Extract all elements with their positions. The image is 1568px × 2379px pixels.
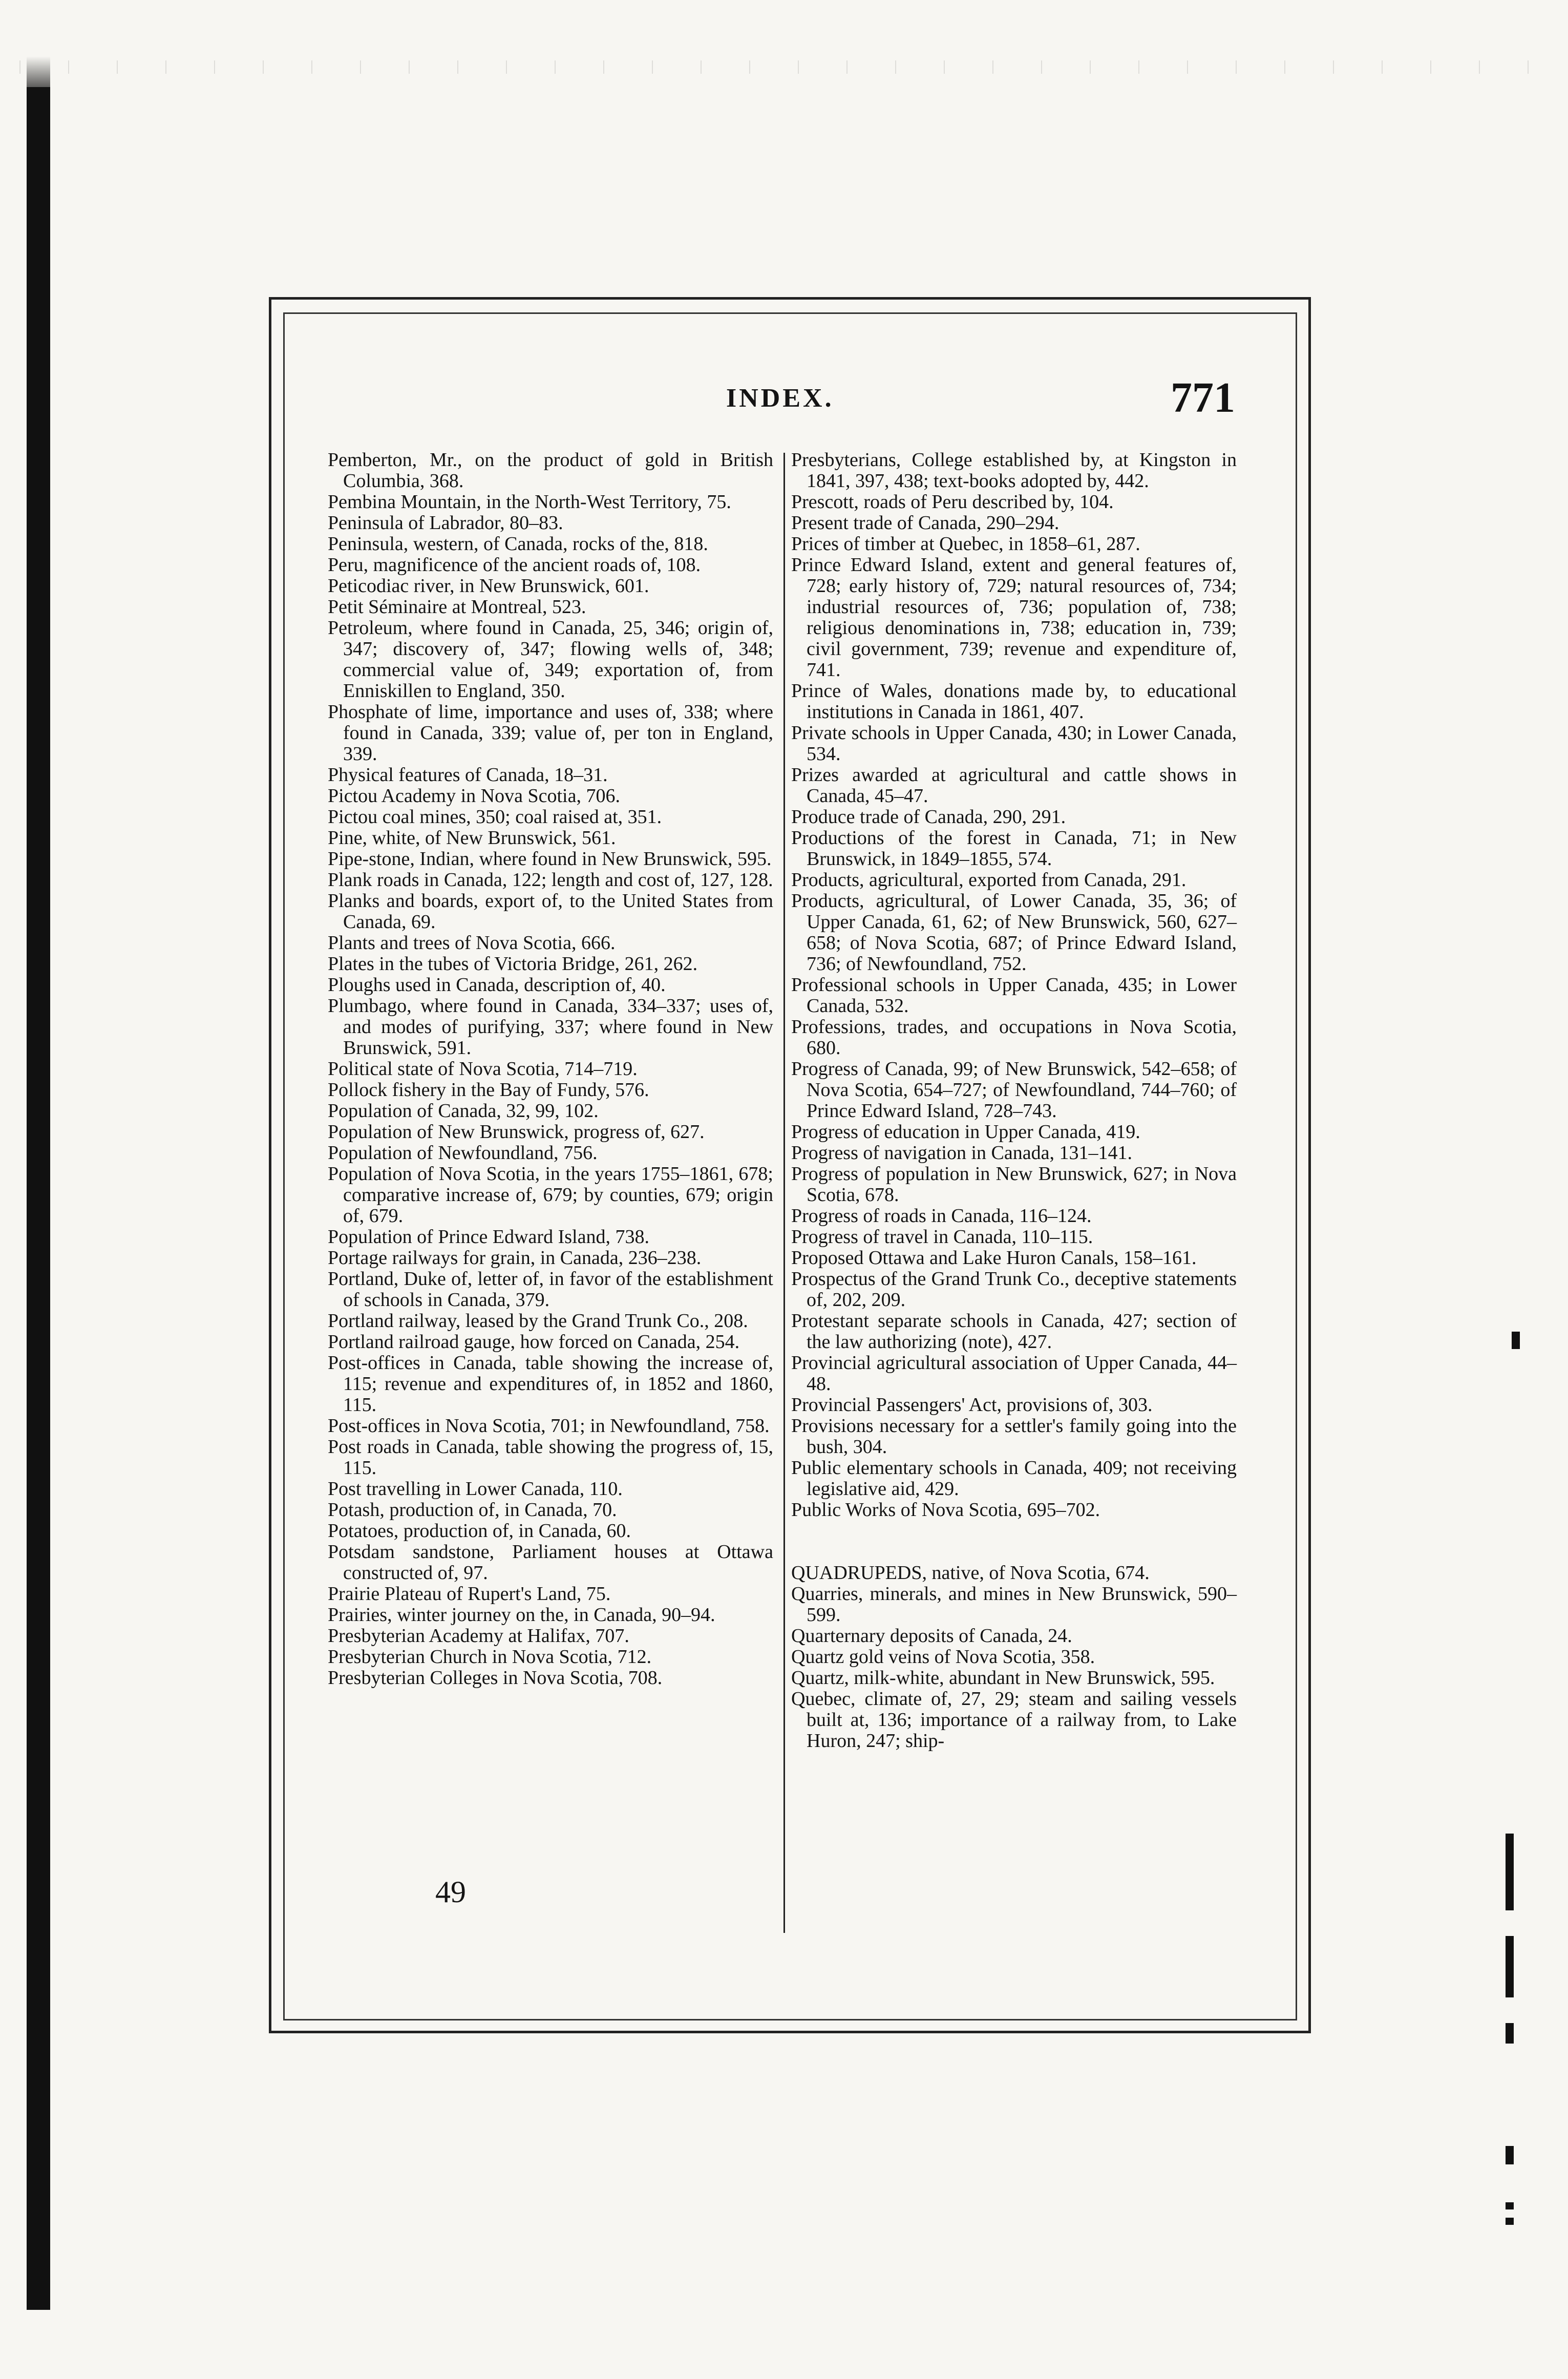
- signature-mark: 49: [435, 1875, 466, 1909]
- index-entry: Pictou Academy in Nova Scotia, 706.: [328, 785, 620, 807]
- index-entry: Political state of Nova Scotia, 714–719.: [328, 1058, 638, 1080]
- index-entry: Quartz, milk-white, abundant in New Brunswick, 595.: [791, 1667, 1215, 1689]
- index-entry: Prices of timber at Quebec, in 1858–61, 287.: [791, 533, 1140, 555]
- index-entry: Portland railroad gauge, how forced on Canada, 254.: [328, 1331, 740, 1353]
- index-entry: Presbyterian Church in Nova Scotia, 712.: [328, 1646, 652, 1668]
- index-entry: Quarternary deposits of Canada, 24.: [791, 1625, 1072, 1647]
- margin-mark: [1506, 2218, 1514, 2225]
- index-entry: Presbyterian Colleges in Nova Scotia, 708.: [328, 1667, 663, 1689]
- index-entry: Peticodiac river, in New Brunswick, 601.: [328, 575, 649, 597]
- index-entry: Prospectus of the Grand Trunk Co., deceptive statements of, 202, 209.: [791, 1268, 1237, 1311]
- index-column-right: [791, 450, 1237, 1752]
- index-entry: Post-offices in Nova Scotia, 701; in Newfoundland, 758.: [328, 1415, 770, 1437]
- index-entry: Pine, white, of New Brunswick, 561.: [328, 827, 616, 849]
- index-entry: Petit Séminaire at Montreal, 523.: [328, 596, 586, 618]
- index-entry: Population of Canada, 32, 99, 102.: [328, 1100, 599, 1122]
- index-entry: Public Works of Nova Scotia, 695–702.: [791, 1499, 1100, 1521]
- index-entry: Provincial Passengers' Act, provisions of, 303.: [791, 1394, 1153, 1416]
- index-entry: Peninsula, western, of Canada, rocks of the, 818.: [328, 533, 708, 555]
- index-entry: Population of Prince Edward Island, 738.: [328, 1226, 649, 1248]
- index-entry: Prizes awarded at agricultural and cattle shows in Canada, 45–47.: [791, 764, 1237, 807]
- index-entry: Quarries, minerals, and mines in New Brunswick, 590–599.: [791, 1583, 1237, 1626]
- margin-mark: [1506, 2023, 1514, 2044]
- index-entry: Post roads in Canada, table showing the progress of, 15, 115.: [328, 1436, 773, 1479]
- index-entry: Pembina Mountain, in the North-West Territory, 75.: [328, 491, 731, 513]
- index-entry: Progress of Canada, 99; of New Brunswick, 542–658; of Nova Scotia, 654–727; of Newfoundland, 744–760; of Prince Edward Island, 728–743.: [791, 1058, 1237, 1122]
- index-entry: Progress of education in Upper Canada, 419.: [791, 1121, 1140, 1143]
- index-entry: Population of New Brunswick, progress of, 627.: [328, 1121, 705, 1143]
- index-entry: Peru, magnificence of the ancient roads of, 108.: [328, 554, 701, 576]
- index-column-left: [328, 450, 773, 1689]
- index-entry: Potsdam sandstone, Parliament houses at Ottawa constructed of, 97.: [328, 1541, 773, 1584]
- index-entry: Peninsula of Labrador, 80–83.: [328, 512, 563, 534]
- index-entry: Quebec, climate of, 27, 29; steam and sailing vessels built at, 136; importance of a railway from, to Lake Huron, 247; ship-: [791, 1688, 1237, 1752]
- scan-edge-bar: [27, 87, 50, 2310]
- index-entry: Pemberton, Mr., on the product of gold in British Columbia, 368.: [328, 449, 773, 492]
- margin-mark: [1506, 1834, 1514, 1910]
- index-entry: Presbyterian Academy at Halifax, 707.: [328, 1625, 629, 1647]
- index-entry: Produce trade of Canada, 290, 291.: [791, 806, 1066, 828]
- index-entry: Population of Newfoundland, 756.: [328, 1142, 598, 1164]
- index-entry: Plank roads in Canada, 122; length and cost of, 127, 128.: [328, 869, 773, 891]
- index-entry: Quartz gold veins of Nova Scotia, 358.: [791, 1646, 1095, 1668]
- index-entry: Portage railways for grain, in Canada, 236–238.: [328, 1247, 702, 1269]
- index-entry: Progress of navigation in Canada, 131–141.: [791, 1142, 1132, 1164]
- index-entry: Prince of Wales, donations made by, to educational institutions in Canada in 1861, 407.: [791, 680, 1237, 723]
- index-entry: Progress of roads in Canada, 116–124.: [791, 1205, 1092, 1227]
- index-entry: Products, agricultural, exported from Canada, 291.: [791, 869, 1186, 891]
- index-entry: Post travelling in Lower Canada, 110.: [328, 1478, 623, 1500]
- index-entry: Plumbago, where found in Canada, 334–337; uses of, and modes of purifying, 337; where found in New Brunswick, 591.: [328, 995, 773, 1059]
- index-entry: Portland, Duke of, letter of, in favor of the establishment of schools in Canada, 379.: [328, 1268, 773, 1311]
- index-entry: Presbyterians, College established by, at Kingston in 1841, 397, 438; text-books adopted by, 442.: [791, 449, 1237, 492]
- index-entry: Progress of population in New Brunswick, 627; in Nova Scotia, 678.: [791, 1163, 1237, 1206]
- index-entry: Professions, trades, and occupations in Nova Scotia, 680.: [791, 1016, 1237, 1059]
- index-entry: Potatoes, production of, in Canada, 60.: [328, 1520, 631, 1542]
- index-entry: Proposed Ottawa and Lake Huron Canals, 158–161.: [791, 1247, 1197, 1269]
- scan-speckle: [0, 60, 1568, 74]
- index-entry: Provincial agricultural association of Upper Canada, 44–48.: [791, 1352, 1237, 1395]
- index-entry: Prairies, winter journey on the, in Canada, 90–94.: [328, 1604, 715, 1626]
- index-entry: Public elementary schools in Canada, 409; not receiving legislative aid, 429.: [791, 1457, 1237, 1500]
- index-entry: Prince Edward Island, extent and general features of, 728; early history of, 729; natural resources of, 734; industrial resources of, 736; population of, 738; religious denominations in, 738; education in, 739; civil government, 739; revenue and expenditure of, 741.: [791, 554, 1237, 681]
- margin-mark: [1506, 2202, 1514, 2209]
- index-entry: Private schools in Upper Canada, 430; in Lower Canada, 534.: [791, 722, 1237, 765]
- index-entry: Protestant separate schools in Canada, 427; section of the law authorizing (note), 427.: [791, 1310, 1237, 1353]
- index-entry: Pictou coal mines, 350; coal raised at, 351.: [328, 806, 662, 828]
- index-entry: Prairie Plateau of Rupert's Land, 75.: [328, 1583, 611, 1605]
- margin-mark: [1506, 1936, 1514, 1997]
- index-entry: Productions of the forest in Canada, 71; in New Brunswick, in 1849–1855, 574.: [791, 827, 1237, 870]
- index-entry: Petroleum, where found in Canada, 25, 346; origin of, 347; discovery of, 347; flowing wells of, 348; commercial value of, 349; exportation of, from Enniskillen to England, 350.: [328, 617, 773, 702]
- index-entry: Post-offices in Canada, table showing the increase of, 115; revenue and expenditures of, in 1852 and 1860, 115.: [328, 1352, 773, 1416]
- index-entry: Provisions necessary for a settler's family going into the bush, 304.: [791, 1415, 1237, 1458]
- index-entry: Potash, production of, in Canada, 70.: [328, 1499, 617, 1521]
- margin-mark: [1512, 1332, 1520, 1349]
- margin-mark: [1506, 2146, 1514, 2164]
- index-entry: Plants and trees of Nova Scotia, 666.: [328, 932, 616, 954]
- index-entry: Plates in the tubes of Victoria Bridge, 261, 262.: [328, 953, 698, 975]
- index-entry: QUADRUPEDS, native, of Nova Scotia, 674.: [791, 1562, 1150, 1584]
- running-head: INDEX.: [726, 384, 834, 413]
- section-gap: [791, 1521, 1237, 1563]
- index-entry: Prescott, roads of Peru described by, 104.: [791, 491, 1114, 513]
- index-entry: Phosphate of lime, importance and uses of, 338; where found in Canada, 339; value of, per ton in England, 339.: [328, 701, 773, 765]
- index-entry: Present trade of Canada, 290–294.: [791, 512, 1060, 534]
- index-entry: Planks and boards, export of, to the United States from Canada, 69.: [328, 890, 773, 933]
- index-entry: Professional schools in Upper Canada, 435; in Lower Canada, 532.: [791, 974, 1237, 1017]
- index-entry: Pollock fishery in the Bay of Fundy, 576.: [328, 1079, 649, 1101]
- index-entry: Portland railway, leased by the Grand Trunk Co., 208.: [328, 1310, 748, 1332]
- index-entry: Population of Nova Scotia, in the years 1755–1861, 678; comparative increase of, 679; by counties, 679; origin of, 679.: [328, 1163, 773, 1227]
- column-divider: [783, 453, 785, 1933]
- index-entry: Ploughs used in Canada, description of, 40.: [328, 974, 666, 996]
- index-entry: Products, agricultural, of Lower Canada, 35, 36; of Upper Canada, 61, 62; of New Brunswick, 560, 627–658; of Nova Scotia, 687; of Prince Edward Island, 736; of Newfoundland, 752.: [791, 890, 1237, 975]
- index-entry: Physical features of Canada, 18–31.: [328, 764, 608, 786]
- index-entry: Progress of travel in Canada, 110–115.: [791, 1226, 1093, 1248]
- index-entry: Pipe-stone, Indian, where found in New Brunswick, 595.: [328, 848, 772, 870]
- page-number: 771: [1171, 374, 1235, 422]
